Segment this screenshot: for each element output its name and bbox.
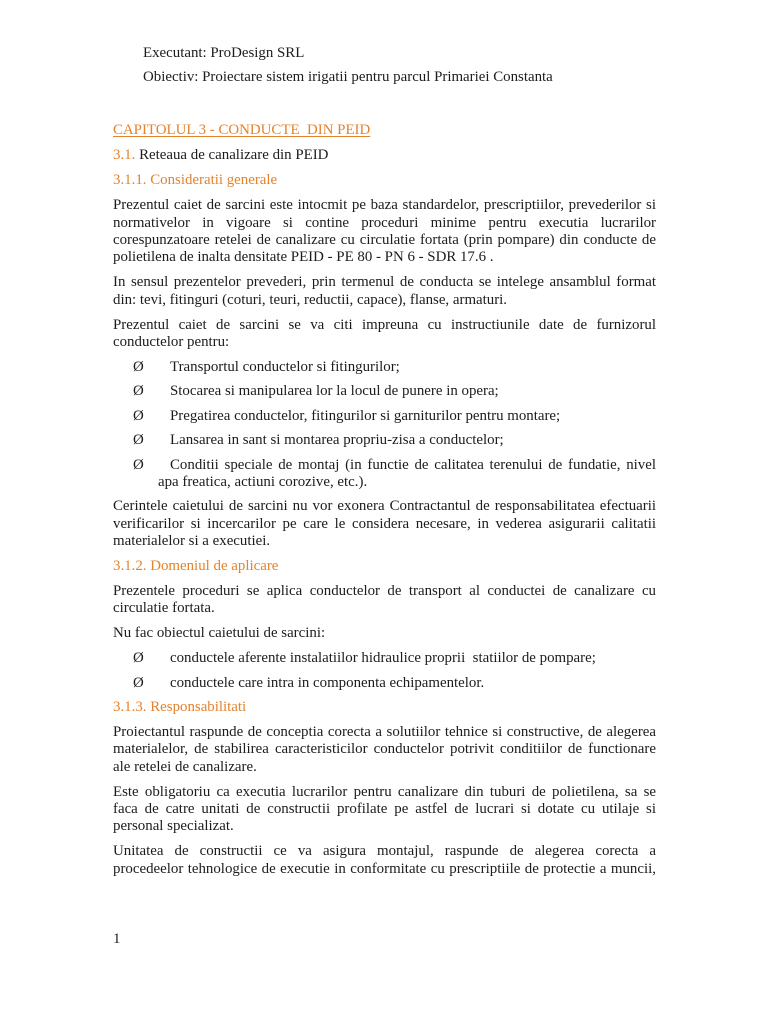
bullet-text: Conditii speciale de montaj (in functie de calitatea terenului de fundatie, nivel xyxy=(170,456,656,473)
bullet-text: Pregatirea conductelor, fitingurilor si garniturilor pentru montare; xyxy=(170,407,561,424)
bullet-item xyxy=(113,675,656,692)
paragraph-line: Unitatea de constructii ce va asigura montajul, raspunde de alegerea corecta a xyxy=(113,843,656,860)
bullet-item xyxy=(113,650,656,667)
paragraph-line: faca de catre unitati de constructii profilate pe astfel de lucrari si dotate cu utilaje si xyxy=(113,801,656,817)
bullet-text: conductele care intra in componenta echipamentelor. xyxy=(170,674,485,691)
section-title xyxy=(113,147,656,164)
bullet-list xyxy=(113,359,656,491)
paragraph-line: polietilena de inalta densitate PEID - PE 80 - PN 6 - SDR 17.6 . xyxy=(113,249,494,266)
paragraph-line: materialelor, de stabilirea caracteristicilor conductelor potrivit conditiilor de functionare xyxy=(113,741,656,758)
paragraph-line: verificarilor si incercarilor pe care le considera necesare, in vederea asigurarii calitatii xyxy=(113,515,656,532)
page-body xyxy=(113,45,656,886)
paragraph-line: materialelor si a executiei. xyxy=(113,533,271,550)
paragraph xyxy=(113,317,656,352)
bullet-list xyxy=(113,650,656,692)
paragraph-line: procedeelor tehnologice de executie in conformitate cu prescriptiile de protectie a muncii, xyxy=(113,860,656,877)
bullet-text: Stocarea si manipularea lor la locul de punere in opera; xyxy=(170,383,499,400)
subsection-heading: 3.1.3. Responsabilitati xyxy=(113,698,247,715)
paragraph-line: normativelor in vigoare si contine proceduri minime pentru executia lucrarilor xyxy=(113,214,656,231)
paragraph xyxy=(113,583,656,618)
bullet-item xyxy=(113,408,656,425)
paragraph-line: Cerintele caietului de sarcini nu vor exonera Contractantul de responsabilitatea efectuarii xyxy=(113,498,656,515)
bullet-marker: Ø xyxy=(133,358,144,375)
bullet-marker: Ø xyxy=(133,674,144,691)
paragraph-line: circulatie fortata. xyxy=(113,600,215,617)
paragraph-line: Prezentele proceduri se aplica conductelor de transport al conductei de canalizare cu xyxy=(113,582,656,599)
header-objective: Obiectiv: Proiectare sistem irigatii pentru parcul Primariei Constanta xyxy=(143,69,553,85)
paragraph-line: din: tevi, fitinguri (coturi, teuri, reductii, capace), flanse, armaturi. xyxy=(113,291,508,308)
bullet-text: Transportul conductelor si fitingurilor; xyxy=(170,358,400,375)
chapter-title: CAPITOLUL 3 - CONDUCTE DIN PEID xyxy=(113,122,371,139)
paragraph-line: Proiectantul raspunde de conceptia corecta a solutiilor tehnice si constructive, de alegerea xyxy=(113,723,656,740)
paragraph-line: Prezentul caiet de sarcini este intocmit pe baza standardelor, prescriptiilor, prevederilor si xyxy=(113,197,656,214)
page-number: 1 xyxy=(113,931,121,947)
subsection-heading: 3.1.1. Consideratii generale xyxy=(113,172,278,189)
bullet-marker: Ø xyxy=(133,383,144,400)
paragraph xyxy=(113,625,656,642)
paragraph xyxy=(113,784,656,836)
bullet-item xyxy=(113,383,656,400)
paragraph xyxy=(113,197,656,267)
subsection-heading: 3.1.2. Domeniul de aplicare xyxy=(113,558,279,575)
bullet-text: conductele aferente instalatiilor hidraulice proprii statiilor de pompare; xyxy=(170,650,596,667)
paragraph-line: corespunzatoare retelei de canalizare cu circulatie fortata (prin pompare) din conducte de xyxy=(113,231,656,248)
paragraph xyxy=(113,724,656,776)
bullet-item xyxy=(113,457,656,492)
section-name: Reteaua de canalizare din PEID xyxy=(139,147,329,164)
paragraph xyxy=(113,498,656,550)
bullet-text: apa freatica, actiuni corozive, etc.). xyxy=(158,473,368,490)
paragraph-line: Nu fac obiectul caietului de sarcini: xyxy=(113,625,326,642)
bullet-item xyxy=(113,359,656,376)
paragraph xyxy=(113,843,656,878)
paragraph-line: conductelor pentru: xyxy=(113,333,230,350)
paragraph-line: Prezentul caiet de sarcini se va citi impreuna cu instructiunile date de furnizorul xyxy=(113,316,656,333)
bullet-marker: Ø xyxy=(133,456,144,473)
bullet-marker: Ø xyxy=(133,407,144,424)
bullet-text: Lansarea in sant si montarea propriu-zisa a conductelor; xyxy=(170,432,504,449)
paragraph xyxy=(113,274,656,309)
section-number: 3.1. xyxy=(113,147,136,164)
bullet-item xyxy=(113,432,656,449)
bullet-marker: Ø xyxy=(133,650,144,667)
header-executant: Executant: ProDesign SRL xyxy=(143,45,305,61)
paragraph-line: personal specializat. xyxy=(113,818,234,835)
bullet-marker: Ø xyxy=(133,432,144,449)
paragraph-line: Este obligatoriu ca executia lucrarilor pentru canalizare din tuburi de polietilena, sa se xyxy=(113,783,656,800)
paragraph-line: ale retelei de canalizare. xyxy=(113,758,257,775)
paragraph-line: In sensul prezentelor prevederi, prin termenul de conducta se intelege ansamblul format xyxy=(113,274,656,291)
